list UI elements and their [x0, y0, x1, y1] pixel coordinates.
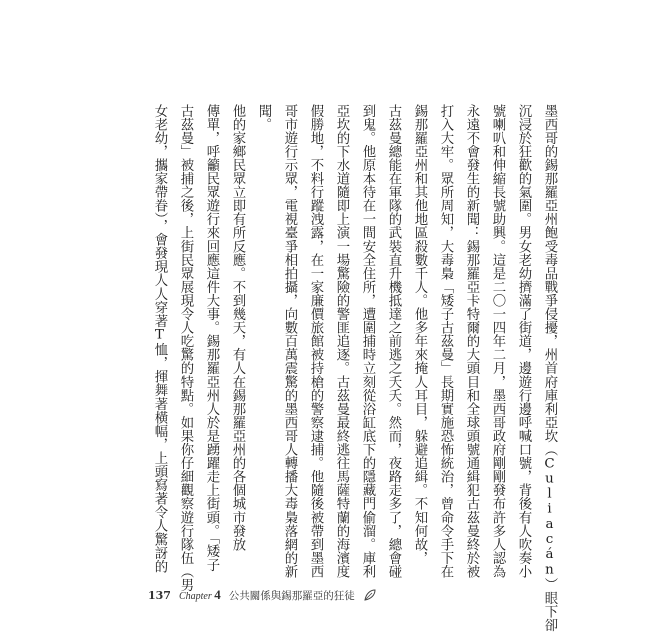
chapter-title: 公共關係與錫那羅亞的狂徒 [228, 589, 355, 602]
chapter-number: 4 [214, 587, 221, 602]
text-column: 號喇叭和伸縮長號助興。這是二〇一四年二月，墨西哥政府剛剛發布許多人認為 [490, 104, 505, 579]
body-text [150, 104, 558, 632]
text-column: 傳單，呼籲民眾遊行來回應這件大事。錫那羅亞州人於是踴躍走上街頭。「矮子 [204, 104, 219, 572]
text-column: 假勝地，不料行蹤洩露，在一家廉價旅館被持槍的警察逮捕。他隨後被帶到墨西 [308, 104, 323, 579]
text-column: 墨西哥的錫那羅亞州飽受毒品戰爭侵擾，州首府庫利亞坎（Culiacán）眼下卻 [542, 104, 557, 632]
page-number: 137 [148, 588, 171, 602]
text-column: 永遠不會發生的新聞：錫那羅亞卡特爾的大頭目和全球頭號通緝犯古茲曼終於被 [464, 104, 479, 579]
chapter-prefix: Chapter [178, 591, 212, 602]
text-column: 沉浸於狂歡的氣圍。男女老幼擠滿了街道，邊遊行邊呼喊口號，背後有人吹奏小 [516, 104, 531, 579]
text-column: 他的家鄉民眾立即有所反應。不到幾天，有人在錫那羅亞州的各個城市發放 [230, 104, 245, 552]
leaf-icon [363, 588, 377, 602]
chapter-label [179, 587, 221, 603]
text-column: 古茲曼總能在軍隊的武裝直升機抵達之前逃之夭夭。然而，夜路走多了，總會碰 [386, 104, 401, 579]
text-column: 到鬼。他原本待在一間安全住所，遭圍捕時立刻從浴缸底下的隱藏門偷溜。庫利 [360, 104, 375, 579]
text-column: 打入大牢。眾所周知，大毒梟「矮子古茲曼」長期實施恐怖統治，曾命令手下在 [438, 104, 453, 579]
text-column: 古茲曼」被捕之後，上街民眾展現令人吃驚的特點。如果你仔細觀察遊行隊伍（男 [178, 104, 193, 592]
page-footer [148, 586, 588, 604]
text-column: 亞坎的下水道隨即上演一場驚險的警匪追逐。古茲曼最終逃往馬薩特蘭的海濱度 [334, 104, 349, 579]
text-column: 哥市遊行示眾，電視臺爭相拍攝，向數百萬震驚的墨西哥人轉播大毒梟落網的新 [282, 104, 297, 579]
text-column: 錫那羅亞州和其他地區殺數千人。他多年來掩人耳目，躲避追緝。不知何故， [412, 104, 427, 565]
text-column: 女老幼，攜家帶眷），會發現人人穿著T恤，揮舞著橫幅，上頭寫著令人驚訝的 [152, 104, 167, 574]
text-column: 聞。 [256, 104, 271, 132]
